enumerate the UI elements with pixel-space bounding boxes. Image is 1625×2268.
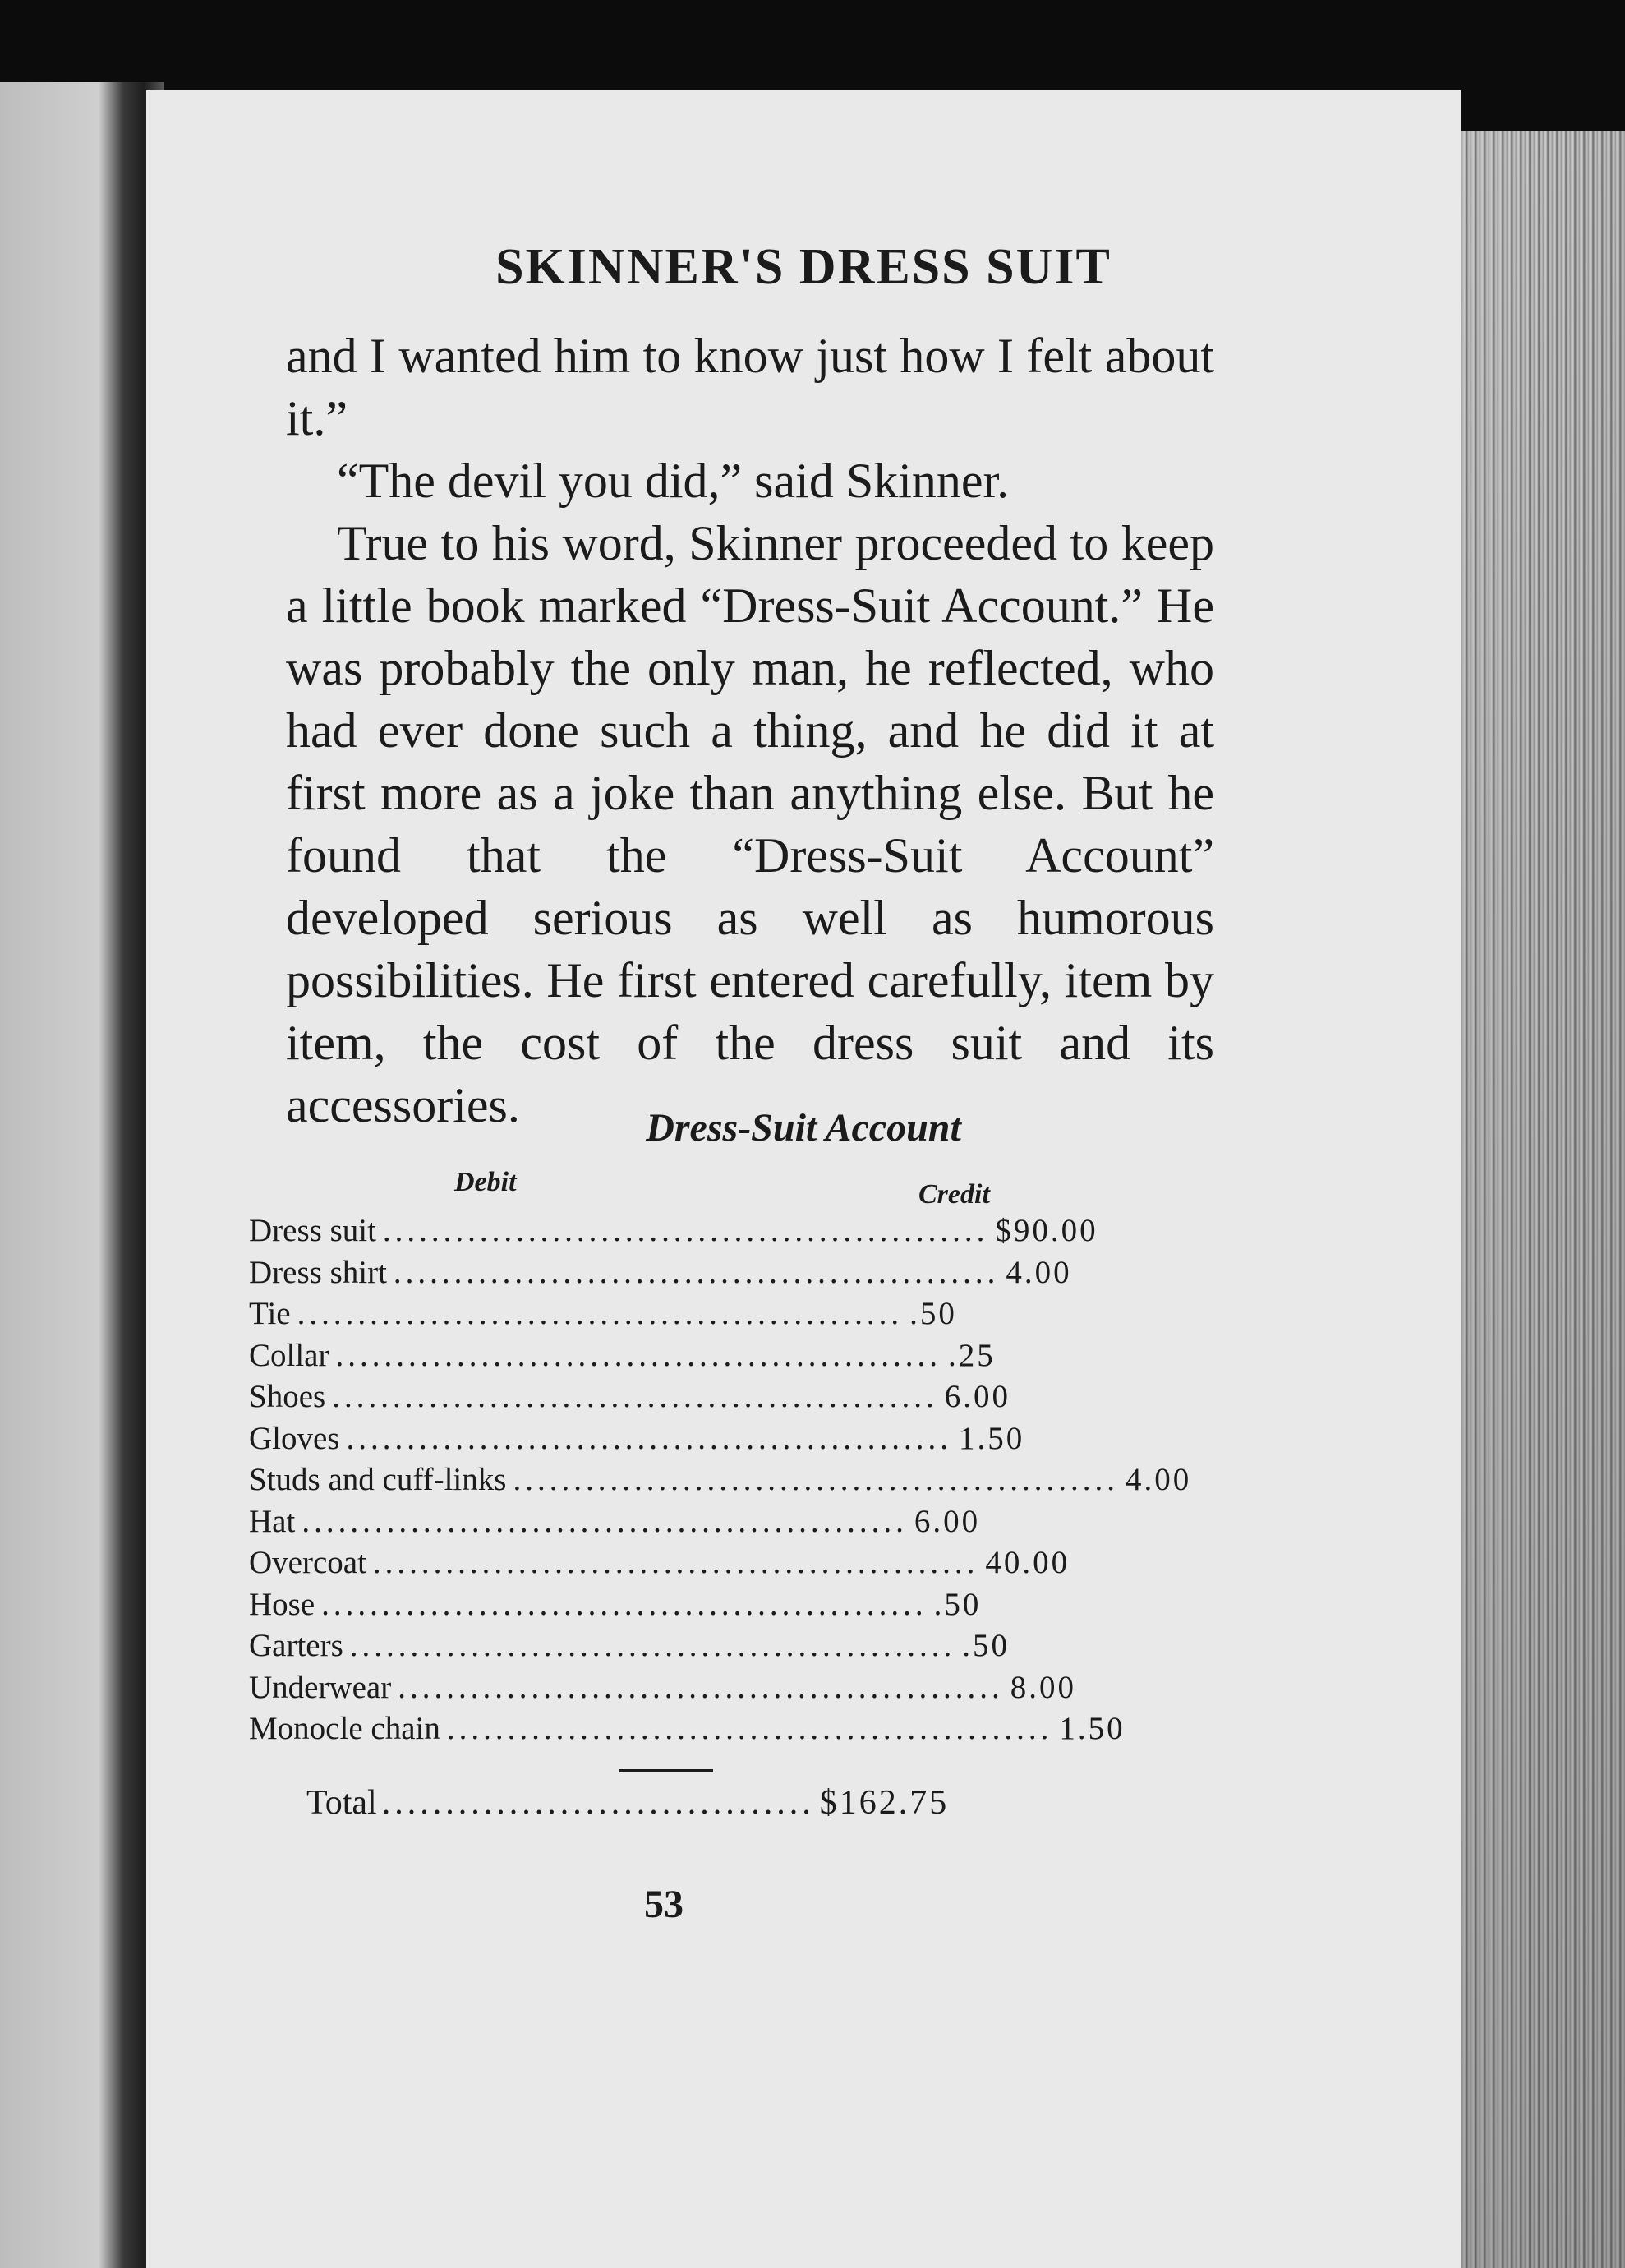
ledger-item: Dress suit (249, 1213, 376, 1248)
ledger-item: Studs and cuff-links (249, 1462, 507, 1497)
ledger-amount: 1.50 (1059, 1711, 1126, 1746)
ledger-row: Underwear .................................................. 8.00 (249, 1669, 1076, 1705)
ledger-row: Garters .................................................. .50 (249, 1628, 1010, 1663)
total-label: Total (306, 1784, 377, 1822)
ledger-row: Hose .................................................. .50 (249, 1586, 982, 1622)
ledger-row: Shoes .................................................. 6.00 (249, 1379, 1010, 1414)
running-header: SKINNER'S DRESS SUIT (495, 239, 1112, 295)
ledger-row: Studs and cuff-links .................................................. 4.00 (249, 1462, 1192, 1497)
ledger-item: Monocle chain (249, 1711, 440, 1746)
ledger-item: Tie (249, 1296, 291, 1331)
ledger-item: Shoes (249, 1379, 326, 1414)
ledger-row: Tie .................................................. .50 (249, 1296, 957, 1331)
ledger-item: Garters (249, 1628, 343, 1663)
left-page-edge (0, 82, 164, 2268)
ledger-amount: .50 (962, 1628, 1010, 1663)
ledger-amount: 6.00 (914, 1503, 981, 1539)
page-number: 53 (644, 1883, 684, 1926)
ledger-amount: 1.50 (959, 1420, 1025, 1456)
ledger-amount: 4.00 (1006, 1254, 1072, 1290)
account-title: Dress-Suit Account (646, 1106, 961, 1150)
paragraph: “The devil you did,” said Skinner. (337, 454, 1010, 508)
ledger-row: Hat .................................................. 6.00 (249, 1503, 981, 1539)
ledger-amount: $90.00 (995, 1213, 1098, 1248)
total-amount: $162.75 (819, 1784, 950, 1822)
total-row: Total .................................. $162.75 (306, 1784, 950, 1822)
ledger-item: Hose (249, 1586, 315, 1622)
ledger-item: Hat (249, 1503, 296, 1539)
right-page-edge (1444, 131, 1625, 2268)
debit-heading: Debit (454, 1167, 517, 1197)
sum-rule (619, 1769, 713, 1772)
ledger-amount: .50 (909, 1296, 957, 1331)
ledger-amount: .50 (933, 1586, 982, 1622)
ledger-row: Collar .................................................. .25 (249, 1337, 996, 1373)
ledger-item: Dress shirt (249, 1254, 387, 1290)
ledger-row: Dress shirt .................................................. 4.00 (249, 1254, 1072, 1290)
ledger-row: Gloves .................................................. 1.50 (249, 1420, 1025, 1456)
ledger-row: Dress suit .................................................. $90.00 (249, 1213, 1098, 1248)
paragraph: and I wanted him to know just how I felt about it.” (286, 329, 1214, 445)
ledger-item: Overcoat (249, 1545, 366, 1580)
ledger-row: Overcoat .................................................. 40.00 (249, 1545, 1070, 1580)
ledger-amount: 40.00 (985, 1545, 1070, 1580)
ledger-item: Gloves (249, 1420, 340, 1456)
ledger-list (249, 1212, 1192, 1752)
ledger-amount: 8.00 (1010, 1669, 1076, 1705)
book-page (146, 90, 1461, 2268)
ledger-item: Collar (249, 1337, 329, 1373)
ledger-row: Monocle chain .................................................. 1.50 (249, 1711, 1126, 1746)
ledger-item: Underwear (249, 1669, 392, 1705)
ledger-amount: 4.00 (1125, 1462, 1192, 1497)
body-text (286, 325, 1214, 1136)
paragraph: True to his word, Skinner proceeded to keep a little book marked “Dress-Suit Account.” He was probably the only man, he reflected, who had ever done such a thing, and he did it at first more as a joke than anything else. But he found that the “Dress-Suit Account” developed serious as well as humorous possibilities. He first entered carefully, item by item, the cost of the dress suit and its accessories. (286, 516, 1214, 1132)
ledger-amount: 6.00 (944, 1379, 1010, 1414)
ledger-amount: .25 (947, 1337, 996, 1373)
credit-heading: Credit (918, 1179, 990, 1210)
